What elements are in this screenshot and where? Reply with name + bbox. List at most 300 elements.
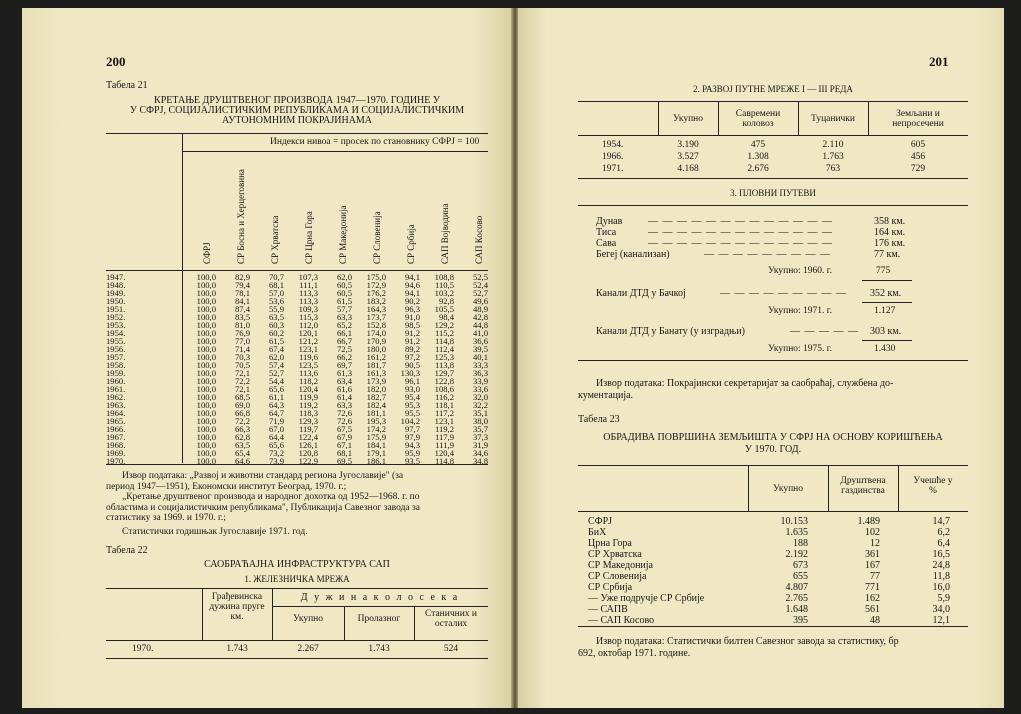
table-cell: 763 xyxy=(825,164,841,174)
table-cell: 69,5 xyxy=(336,456,352,466)
table-cell: 100,0 xyxy=(196,288,216,298)
table-cell: 16,5 xyxy=(932,549,950,560)
table-cell: 61,5 xyxy=(336,296,352,306)
table-cell: 68,1 xyxy=(268,280,284,290)
row-year: 1969. xyxy=(106,448,126,458)
table-cell: 122,8 xyxy=(434,376,454,386)
table-cell: 184,1 xyxy=(366,440,386,450)
table-21-source xyxy=(106,471,490,537)
rule xyxy=(106,133,488,134)
table-cell: 49,6 xyxy=(472,296,488,306)
table-cell: 66,2 xyxy=(336,352,352,362)
table-cell: 12 xyxy=(870,538,880,549)
waterway-name: Сава xyxy=(596,238,617,249)
table-cell: 1.489 xyxy=(857,516,880,527)
table-cell: 116,2 xyxy=(434,392,454,402)
header-line: осталих xyxy=(434,619,468,629)
rule xyxy=(106,588,488,589)
table-cell: 66,7 xyxy=(336,336,352,346)
table-cell: 2.110 xyxy=(822,140,844,150)
row-year: 1955. xyxy=(106,336,126,346)
row-name: — САП Косово xyxy=(588,615,655,626)
title-line: АУТОНОМНИМ ПОКРАЈИНАМА xyxy=(221,115,373,126)
source-line: Извор података: Покрајински секретаријат за саобраћај, службена до- xyxy=(596,378,894,389)
row-name: — Уже подручје СР Србије xyxy=(588,593,705,604)
table-21-title xyxy=(106,96,488,126)
table-cell: 91,2 xyxy=(404,328,420,338)
canal-backa-value: 352 км. xyxy=(870,288,902,299)
table-22-source xyxy=(578,378,970,402)
row-name: СР Хрватска xyxy=(588,549,642,560)
table-cell: 89,2 xyxy=(404,344,420,354)
table-cell: 98,5 xyxy=(404,320,420,330)
table-cell: 361 xyxy=(865,549,880,560)
row-name: СР Македонија xyxy=(588,560,653,571)
table-cell: 186,1 xyxy=(366,456,386,466)
row-name: СР Словенија xyxy=(588,571,647,582)
table-cell: 67,9 xyxy=(336,432,352,442)
rule xyxy=(578,626,968,627)
row-year: 1966. xyxy=(106,424,126,434)
page-number: 201 xyxy=(929,54,949,69)
table-cell: 61,6 xyxy=(336,384,352,394)
table-cell: 84,1 xyxy=(234,296,250,306)
col-share xyxy=(898,476,968,496)
table-cell: 60,5 xyxy=(336,280,352,290)
table-cell: 57,7 xyxy=(336,304,352,314)
built-length-header xyxy=(202,592,272,622)
table-cell: 61,4 xyxy=(336,392,352,402)
table-cell: 65,6 xyxy=(268,440,284,450)
waterway-name: Бегеј (канализан) xyxy=(596,249,670,260)
table-cell: 100,0 xyxy=(196,384,216,394)
table-cell: 71,4 xyxy=(234,344,250,354)
table-cell: 62,8 xyxy=(234,432,250,442)
table-cell: 57,0 xyxy=(268,288,284,298)
column-header: СР Македонија xyxy=(338,205,348,264)
table-cell: 67,1 xyxy=(336,440,352,450)
row-year: 1971. xyxy=(602,164,624,174)
table-cell: 125,3 xyxy=(434,352,454,362)
table-cell: 104,2 xyxy=(400,416,420,426)
col-modern xyxy=(718,109,798,129)
table-cell: 33,6 xyxy=(472,384,488,394)
title-line: У 1970. ГОД. xyxy=(744,444,802,455)
table-cell: 112,0 xyxy=(298,320,318,330)
table-cell: 114,8 xyxy=(434,456,454,466)
cell-built: 1.743 xyxy=(226,644,248,654)
row-year: 1965. xyxy=(106,416,126,426)
table-cell: 67,4 xyxy=(268,344,284,354)
table-cell: 181,7 xyxy=(366,360,386,370)
table-22-label: Табела 22 xyxy=(106,545,148,556)
table-cell: 111,1 xyxy=(299,280,318,290)
row-year: 1957. xyxy=(106,352,126,362)
rule xyxy=(578,135,968,136)
table-cell: 119,2 xyxy=(298,400,318,410)
table-cell: 52,5 xyxy=(472,272,488,282)
rule xyxy=(106,658,488,659)
table-cell: 100,0 xyxy=(196,448,216,458)
total-1975-value: 1.430 xyxy=(874,344,896,354)
table-cell: 130,3 xyxy=(400,368,420,378)
table-cell: 173,9 xyxy=(366,376,386,386)
table-cell: 120,4 xyxy=(298,384,318,394)
table-22-title: САОБРАЋАЈНА ИНФРАСТРУКТУРА САП xyxy=(204,559,390,570)
row-year: 1949. xyxy=(106,288,126,298)
table-cell: 117,9 xyxy=(434,432,454,442)
rule xyxy=(106,270,488,271)
table-cell: 119,2 xyxy=(434,424,454,434)
table-cell: 81,0 xyxy=(234,320,250,330)
source-line: Извор података: „Развој и животни стандард региона Југославије" (за xyxy=(122,471,404,481)
table-cell: 67,5 xyxy=(336,424,352,434)
table-cell: 73,9 xyxy=(268,456,284,466)
leader-dashes: — — — — — — — — — — — — — xyxy=(648,216,833,227)
table-cell: 188 xyxy=(793,538,808,549)
table-cell: 174,0 xyxy=(366,328,386,338)
leader-dashes: — — — — — xyxy=(790,326,859,337)
table-cell: 63,3 xyxy=(336,400,352,410)
table-cell: 100,0 xyxy=(196,328,216,338)
table-cell: 152,8 xyxy=(366,320,386,330)
table-cell: 14,7 xyxy=(932,516,950,527)
table-cell: 100,0 xyxy=(196,440,216,450)
column-header: СР Србија xyxy=(406,224,416,264)
table-cell: 72,1 xyxy=(234,384,250,394)
rule xyxy=(578,178,968,179)
row-year: 1952. xyxy=(106,312,126,322)
table-cell: 32,0 xyxy=(472,392,488,402)
table-cell: 123,5 xyxy=(298,360,318,370)
table-cell: 52,4 xyxy=(472,280,488,290)
table-cell: 2.192 xyxy=(785,549,808,560)
table-cell: 126,1 xyxy=(298,440,318,450)
header-line: Друштвена xyxy=(840,476,886,486)
table-cell: 395 xyxy=(793,615,808,626)
row-year: 1954. xyxy=(106,328,126,338)
table-cell: 113,3 xyxy=(298,288,318,298)
section-3-title: 3. ПЛОВНИ ПУТЕВИ xyxy=(730,188,816,198)
table-cell: 32,2 xyxy=(472,400,488,410)
table-cell: 95,3 xyxy=(404,400,420,410)
col-through: Пролазног xyxy=(357,614,401,624)
col-total: Укупно xyxy=(292,614,324,624)
table-cell: 4.807 xyxy=(785,582,808,593)
total-1971-label: Укупно: 1971. г. xyxy=(768,306,833,316)
header-line: коловоз xyxy=(742,119,774,129)
table-cell: 167 xyxy=(865,560,880,571)
total-1971-value: 1.127 xyxy=(874,306,896,316)
cell-station: 524 xyxy=(443,644,459,654)
table-cell: 68,5 xyxy=(234,392,250,402)
table-cell: 64,4 xyxy=(268,432,284,442)
table-cell: 94,6 xyxy=(404,280,420,290)
table-cell: 129,7 xyxy=(434,368,454,378)
table-cell: 1.635 xyxy=(785,527,808,538)
table-cell: 48 xyxy=(870,615,880,626)
table-cell: 100,0 xyxy=(196,320,216,330)
table-cell: 115,3 xyxy=(298,312,318,322)
row-name: — САПВ xyxy=(588,604,628,615)
table-cell: 66,1 xyxy=(336,328,352,338)
table-cell: 114,8 xyxy=(434,336,454,346)
row-year: 1947. xyxy=(106,272,126,282)
table-cell: 60,3 xyxy=(268,320,284,330)
table-cell: 100,0 xyxy=(196,408,216,418)
source-line: период 1947—1951), Економски институт Београд, 1970. г.; xyxy=(106,481,347,492)
table-cell: 72,1 xyxy=(234,368,250,378)
table-cell: 63,5 xyxy=(234,440,250,450)
leader-dashes: — — — — — — — — — — — — — xyxy=(648,227,833,238)
table-cell: 100,0 xyxy=(196,368,216,378)
source-line: статистику за 1969. и 1970. г.; xyxy=(106,513,226,523)
table-cell: 60,2 xyxy=(268,328,284,338)
row-year: 1953. xyxy=(106,320,126,330)
column-header: СР Хрватска xyxy=(270,215,280,264)
header-line: % xyxy=(929,486,937,496)
table-cell: 2.765 xyxy=(785,593,808,604)
table-cell: 162 xyxy=(865,593,880,604)
table-cell: 40,1 xyxy=(472,352,488,362)
table-cell: 179,1 xyxy=(366,448,386,458)
table-cell: 65,6 xyxy=(268,384,284,394)
table-cell: 175,9 xyxy=(366,432,386,442)
table-cell: 2.676 xyxy=(747,164,769,174)
table-cell: 68,1 xyxy=(336,448,352,458)
table-cell: 100,0 xyxy=(196,272,216,282)
table-cell: 3.527 xyxy=(677,152,699,162)
header-line: газдинства xyxy=(841,486,885,496)
row-year: 1964. xyxy=(106,408,126,418)
table-cell: 83,5 xyxy=(234,312,250,322)
table-cell: 65,4 xyxy=(234,448,250,458)
row-year: 1956. xyxy=(106,344,126,354)
rule xyxy=(578,101,968,102)
row-year: 1970. xyxy=(106,456,126,466)
rule xyxy=(578,511,968,512)
rule xyxy=(862,280,912,281)
rule xyxy=(106,464,488,465)
cell-total: 2.267 xyxy=(297,644,319,654)
rule xyxy=(578,465,968,466)
title-line: КРЕТАЊЕ ДРУШТВЕНОГ ПРОИЗВОДА 1947—1970. ГОДИНЕ У xyxy=(154,95,440,106)
table-cell: 34,0 xyxy=(932,604,950,615)
col-social xyxy=(828,476,898,496)
table-cell: 70,3 xyxy=(234,352,250,362)
table-cell: 102 xyxy=(865,527,880,538)
table-23-title xyxy=(574,432,972,456)
table-cell: 91,0 xyxy=(404,312,420,322)
table-cell: 100,0 xyxy=(196,432,216,442)
table-cell: 111,9 xyxy=(435,440,454,450)
row-year: 1960. xyxy=(106,376,126,386)
table-cell: 52,7 xyxy=(472,288,488,298)
column-header: СР Словенија xyxy=(372,211,382,264)
table-cell: 108,8 xyxy=(434,272,454,282)
table-cell: 119,6 xyxy=(298,352,318,362)
table-cell: 175,0 xyxy=(366,272,386,282)
rule xyxy=(272,606,488,607)
table-cell: 72,5 xyxy=(336,344,352,354)
table-cell: 100,0 xyxy=(196,376,216,386)
header-line: дужина пруге xyxy=(209,602,265,612)
table-cell: 72,2 xyxy=(234,416,250,426)
table-cell: 72,6 xyxy=(336,416,352,426)
total-1975-label: Укупно: 1975. г. xyxy=(768,344,833,354)
column-header: СФРЈ xyxy=(202,242,212,264)
header-line: км. xyxy=(230,612,244,622)
table-cell: 62,0 xyxy=(268,352,284,362)
table-cell: 182,7 xyxy=(366,392,386,402)
table-cell: 100,0 xyxy=(196,360,216,370)
table-cell: 70,5 xyxy=(234,360,250,370)
table-cell: 57,4 xyxy=(268,360,284,370)
cell-through: 1.743 xyxy=(368,644,390,654)
table-cell: 67,0 xyxy=(268,424,284,434)
table-cell: 771 xyxy=(865,582,880,593)
table-cell: 173,7 xyxy=(366,312,386,322)
table-cell: 72,6 xyxy=(336,408,352,418)
table-cell: 96,1 xyxy=(404,376,420,386)
table-cell: 1.763 xyxy=(822,152,844,162)
header-line: Грађевинска xyxy=(211,592,263,602)
table-cell: 31,9 xyxy=(472,440,488,450)
rule xyxy=(578,360,968,361)
table-cell: 93,5 xyxy=(404,456,420,466)
table-cell: 121,2 xyxy=(298,336,318,346)
table-cell: 91,2 xyxy=(404,336,420,346)
col-gravel: Туцанички xyxy=(810,114,856,124)
section-2-title: 2. РАЗВОЈ ПУТНЕ МРЕЖЕ I — III РЕДА xyxy=(693,84,853,94)
table-cell: 61,5 xyxy=(268,336,284,346)
table-cell: 61,3 xyxy=(336,368,352,378)
table-cell: 6,4 xyxy=(937,538,950,549)
table-cell: 35,1 xyxy=(472,408,488,418)
table-cell: 34,8 xyxy=(472,456,488,466)
table-cell: 69,0 xyxy=(234,400,250,410)
source-line: областима и социјалистичким републикама", Публикација Савезног завода за xyxy=(106,502,420,513)
row-year: 1961. xyxy=(106,384,126,394)
row-name: Црна Гора xyxy=(588,538,632,549)
table-cell: 161,2 xyxy=(366,352,386,362)
table-cell: 103,2 xyxy=(434,288,454,298)
table-cell: 183,2 xyxy=(366,296,386,306)
table-cell: 3.190 xyxy=(677,140,699,150)
source-line: Извор података: Статистички билтен Савезног завода за статистику, бр xyxy=(596,636,899,647)
table-cell: 182,0 xyxy=(366,384,386,394)
total-1960-label: Укупно: 1960. г. xyxy=(768,266,833,276)
header-line: Учешће у xyxy=(913,476,953,486)
table-cell: 129,3 xyxy=(298,416,318,426)
source-line: 692, октобар 1971. године. xyxy=(578,648,691,659)
table-cell: 34,6 xyxy=(472,448,488,458)
title-line: У СФРЈ, СОЦИЈАЛИСТИЧКИМ РЕПУБЛИКАМА И СОЦИЈАЛИСТИЧКИМ xyxy=(129,105,465,116)
column-header: СР Црна Гора xyxy=(304,211,314,264)
table-cell: 64,3 xyxy=(268,400,284,410)
column-header: САП Косово xyxy=(474,215,484,264)
table-cell: 100,0 xyxy=(196,352,216,362)
rule xyxy=(578,205,968,206)
title-line: ОБРАДИВА ПОВРШИНА ЗЕМЉИШТА У СФРЈ НА ОСНОВУ КОРИШЋЕЊА xyxy=(603,432,943,443)
table-cell: 120,1 xyxy=(298,328,318,338)
table-cell: 54,4 xyxy=(268,376,284,386)
waterway-length: 164 км. xyxy=(874,227,906,238)
left-page xyxy=(22,8,512,708)
table-cell: 561 xyxy=(865,604,880,615)
index-header: Индекси нивоа = просек по становнику СФРЈ = 100 xyxy=(270,137,480,147)
table-cell: 95,5 xyxy=(404,408,420,418)
table-cell: 180,0 xyxy=(366,344,386,354)
table-cell: 98,4 xyxy=(438,312,454,322)
table-cell: 1.308 xyxy=(747,152,769,162)
table-cell: 117,2 xyxy=(434,408,454,418)
table-cell: 77,0 xyxy=(234,336,250,346)
table-cell: 123,1 xyxy=(434,416,454,426)
table-cell: 118,2 xyxy=(298,376,318,386)
table-cell: 48,9 xyxy=(472,304,488,314)
table-cell: 97,2 xyxy=(404,352,420,362)
table-cell: 90,5 xyxy=(404,360,420,370)
table-cell: 129,2 xyxy=(434,320,454,330)
table-cell: 65,2 xyxy=(336,320,352,330)
table-cell: 119,9 xyxy=(298,392,318,402)
table-cell: 71,9 xyxy=(268,416,284,426)
col-earth xyxy=(868,109,968,129)
table-cell: 113,3 xyxy=(298,296,318,306)
table-cell: 11,8 xyxy=(932,571,950,582)
header-line: непросечени xyxy=(892,119,944,129)
row-year: 1966. xyxy=(602,152,624,162)
table-cell: 44,8 xyxy=(472,320,488,330)
rule xyxy=(182,151,488,152)
table-cell: 78,1 xyxy=(234,288,250,298)
table-cell: 55,9 xyxy=(268,304,284,314)
row-year: 1963. xyxy=(106,400,126,410)
table-cell: 164,3 xyxy=(366,304,386,314)
table-cell: 182,4 xyxy=(366,400,386,410)
table-cell: 87,4 xyxy=(234,304,250,314)
table-cell: 118,3 xyxy=(298,408,318,418)
table-cell: 41,0 xyxy=(472,328,488,338)
table-cell: 35,7 xyxy=(472,424,488,434)
table-cell: 82,9 xyxy=(234,272,250,282)
waterway-name: Дунав xyxy=(596,216,623,227)
table-cell: 10.153 xyxy=(780,516,808,527)
col-total: Укупно xyxy=(672,114,704,124)
leader-dashes: — — — — — — — — — — — — — xyxy=(648,238,833,249)
table-cell: 100,0 xyxy=(196,424,216,434)
table-cell: 112,4 xyxy=(434,344,454,354)
table-cell: 73,2 xyxy=(268,448,284,458)
table-cell: 172,9 xyxy=(366,280,386,290)
rule xyxy=(862,302,912,303)
table-cell: 95,9 xyxy=(404,448,420,458)
table-cell: 181,1 xyxy=(366,408,386,418)
row-year: 1970. xyxy=(132,644,154,654)
table-cell: 52,7 xyxy=(268,368,284,378)
table-cell: 64,7 xyxy=(268,408,284,418)
row-name: СФРЈ xyxy=(588,516,613,527)
table-cell: 108,6 xyxy=(434,384,454,394)
table-cell: 62,0 xyxy=(336,272,352,282)
table-cell: 63,3 xyxy=(336,312,352,322)
table-cell: 69,7 xyxy=(336,360,352,370)
row-year: 1967. xyxy=(106,432,126,442)
table-cell: 123,1 xyxy=(298,344,318,354)
table-cell: 36,3 xyxy=(472,368,488,378)
table-cell: 110,5 xyxy=(434,280,454,290)
